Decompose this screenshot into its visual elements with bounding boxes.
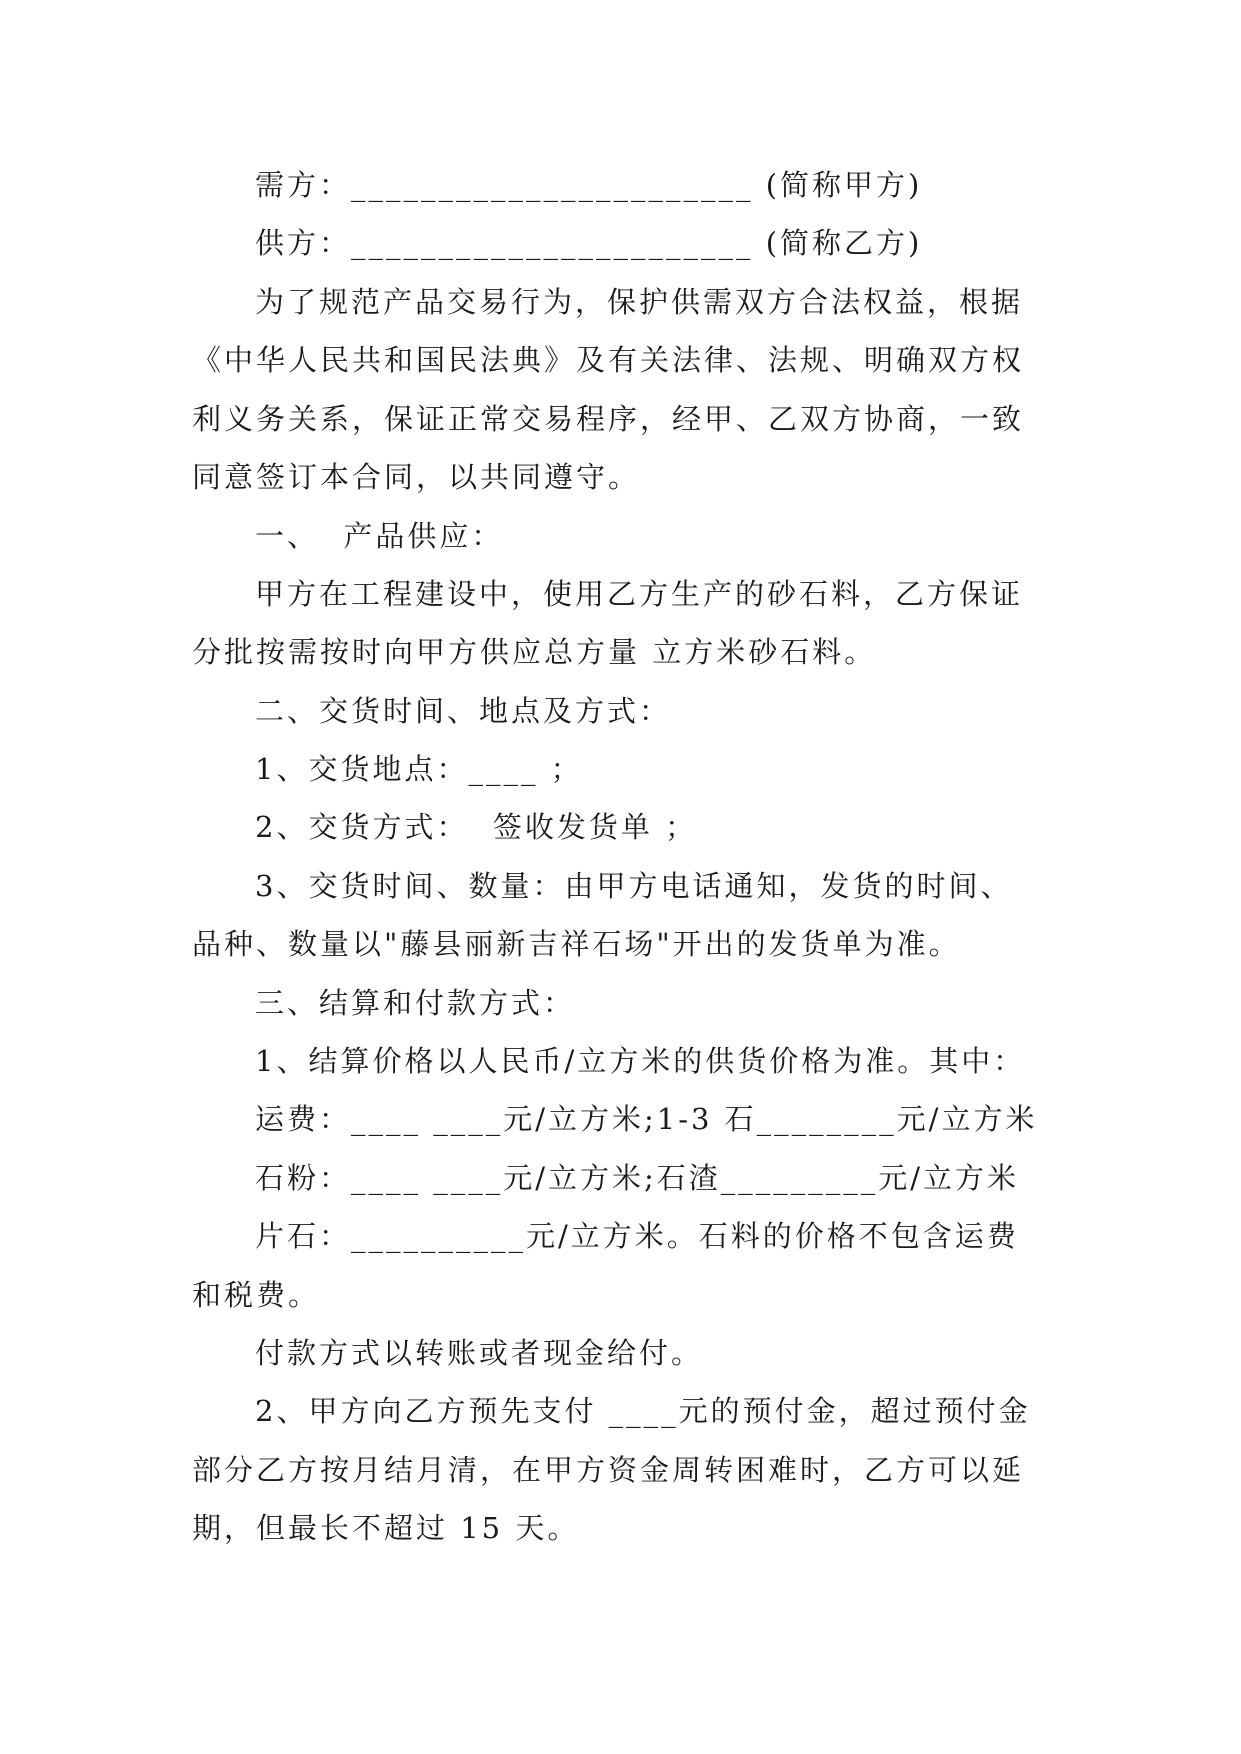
section-1-heading: 一、 产品供应： bbox=[255, 519, 504, 553]
preamble-line-1: 为了规范产品交易行为，保护供需双方合法权益，根据 bbox=[255, 285, 1024, 319]
party-b-line: 供方：_______________________ (简称乙方) bbox=[255, 226, 923, 260]
freight-price-line: 运费：____ ____元/立方米;1-3 石________元/立方米 bbox=[255, 1102, 1038, 1136]
preamble-line-2: 《中华人民共和国民法典》及有关法律、法规、明确双方权 bbox=[192, 343, 1025, 377]
section-2-heading: 二、交货时间、地点及方式： bbox=[255, 694, 672, 728]
prepayment-line-3: 期，但最长不超过 15 天。 bbox=[192, 1511, 580, 1545]
preamble-line-4: 同意签订本合同，以共同遵守。 bbox=[192, 460, 641, 494]
prepayment-line-2: 部分乙方按月结月清，在甲方资金周转困难时，乙方可以延 bbox=[192, 1453, 1025, 1487]
stone-powder-price-line: 石粉：____ ____元/立方米;石渣_________元/立方米 bbox=[255, 1161, 1020, 1195]
delivery-location-line: 1、交货地点：____ ； bbox=[255, 752, 583, 786]
flagstone-price-line: 片石：__________元/立方米。石料的价格不包含运费 bbox=[255, 1219, 1019, 1253]
delivery-time-line-1: 3、交货时间、数量：由甲方电话通知，发货的时间、 bbox=[255, 869, 1013, 903]
pricing-line: 1、结算价格以人民币/立方米的供货价格为准。其中： bbox=[255, 1044, 1026, 1078]
prepayment-line-1: 2、甲方向乙方预先支付 ____元的预付金，超过预付金 bbox=[255, 1394, 1031, 1428]
tax-line: 和税费。 bbox=[192, 1278, 321, 1312]
party-a-line: 需方：_______________________ (简称甲方) bbox=[255, 168, 923, 202]
delivery-method-line: 2、交货方式： 签收发货单 ； bbox=[255, 810, 698, 844]
delivery-time-line-2: 品种、数量以"藤县丽新吉祥石场"开出的发货单为准。 bbox=[192, 927, 961, 961]
section-3-heading: 三、结算和付款方式： bbox=[255, 986, 576, 1020]
preamble-line-3: 利义务关系，保证正常交易程序，经甲、乙双方协商，一致 bbox=[192, 402, 1025, 436]
section-1-line-1: 甲方在工程建设中，使用乙方生产的砂石料，乙方保证 bbox=[255, 577, 1024, 611]
section-1-line-2: 分批按需按时向甲方供应总方量 立方米砂石料。 bbox=[192, 635, 877, 669]
payment-method-line: 付款方式以转账或者现金给付。 bbox=[255, 1336, 704, 1370]
